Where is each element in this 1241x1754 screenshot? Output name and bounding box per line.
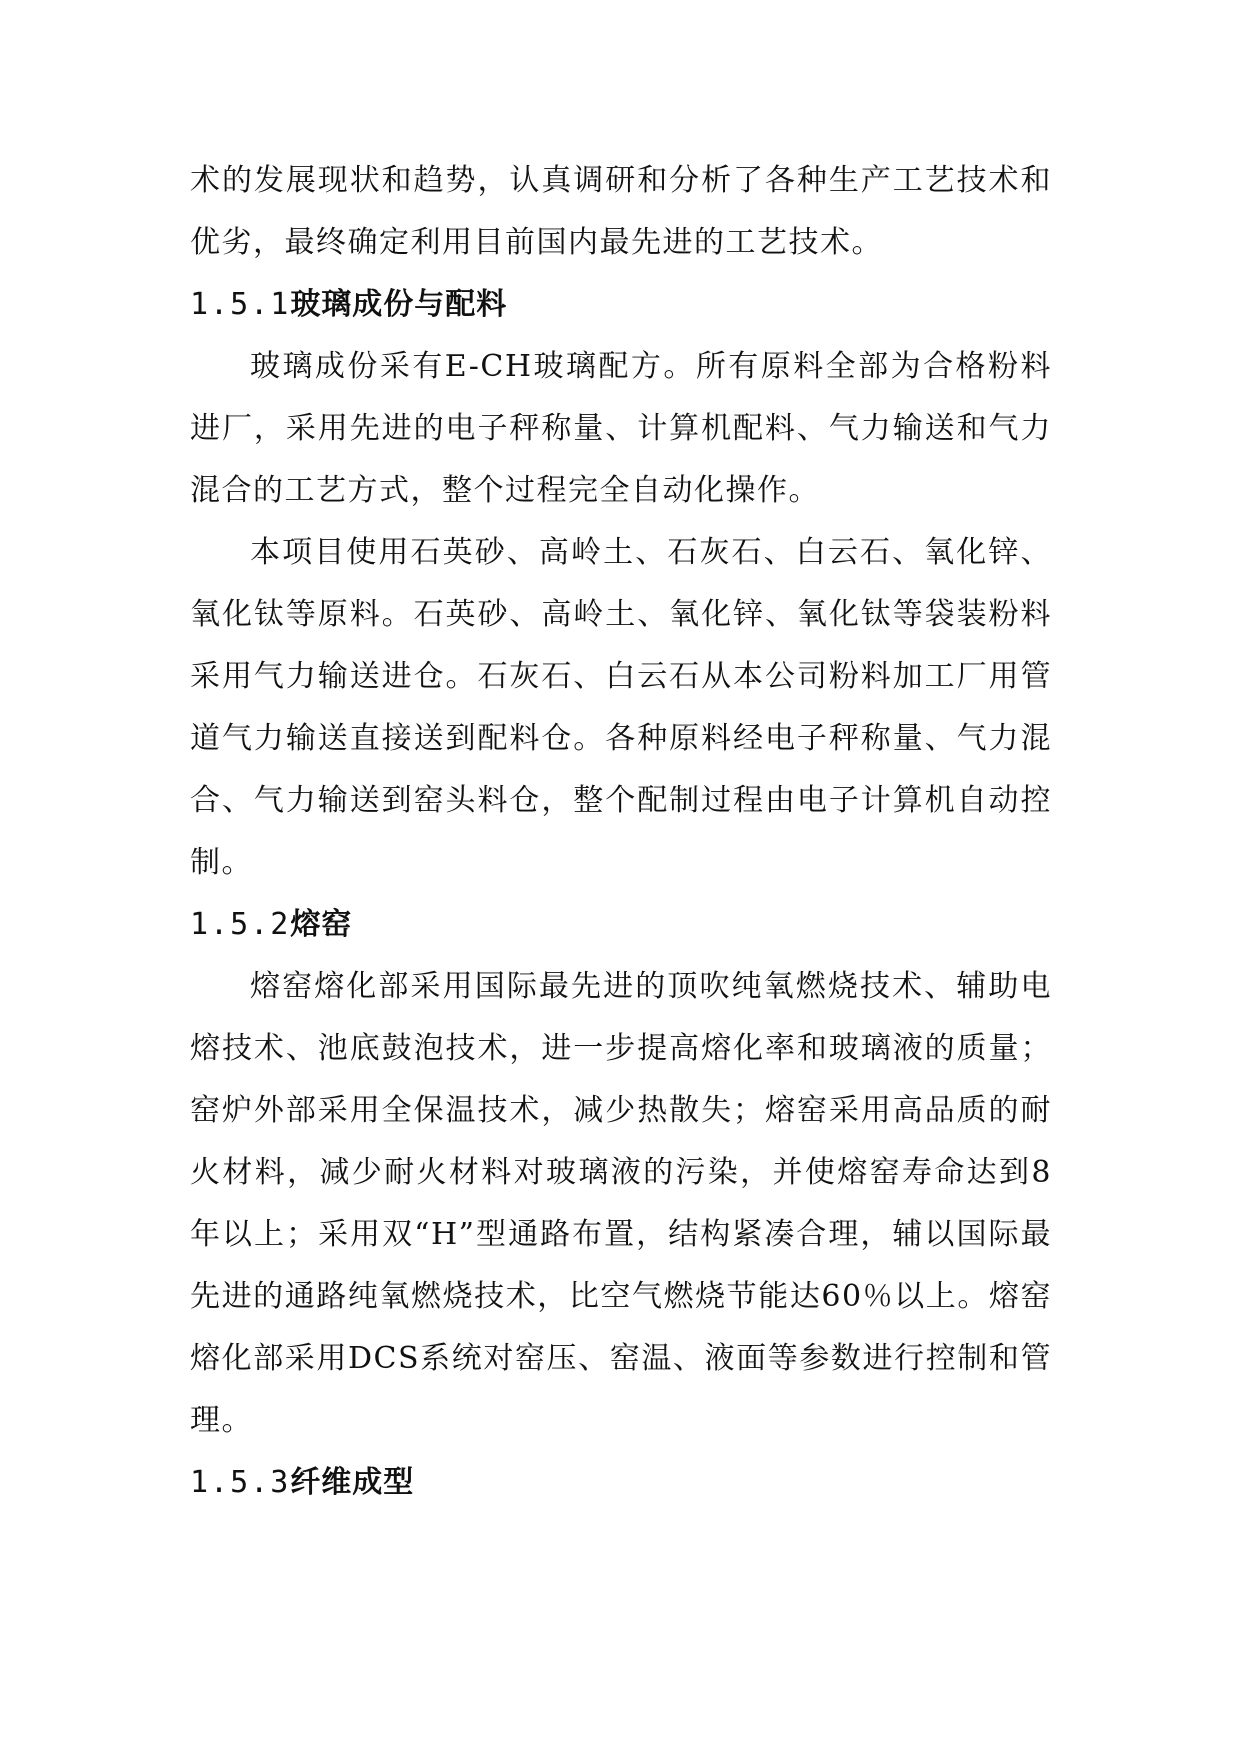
paragraph-raw-materials: 本项目使用石英砂、高岭土、石灰石、白云石、氧化锌、氧化钛等原料。石英砂、高岭土、氧化锌、氧化钛等袋装粉料采用气力输送进仓。石灰石、白云石从本公司粉料加工厂用管道气力输送直接送到配料仓。各种原料经电子秤称量、气力混合、气力输送到窑头料仓，整个配制过程由电子计算机自动控制。 xyxy=(190,535,1052,880)
paragraph-furnace: 熔窑熔化部采用国际最先进的顶吹纯氧燃烧技术、辅助电熔技术、池底鼓泡技术，进一步提高熔化率和玻璃液的质量；窑炉外部采用全保温技术，减少热散失；熔窑采用高品质的耐火材料，减少耐火材料对玻璃液的污染，并使熔窑寿命达到8年以上；采用双“H”型通路布置，结构紧凑合理，辅以国际最先进的通路纯氧燃烧技术，比空气燃烧节能达60％以上。熔窑熔化部采用DCS系统对窑压、窑温、液面等参数进行控制和管理。 xyxy=(190,969,1052,1438)
section-heading-1-5-2 xyxy=(190,894,1052,956)
section-heading-1-5-1 xyxy=(190,274,1052,336)
document-body xyxy=(190,150,1052,1514)
section-title: 熔窑 xyxy=(290,907,353,942)
paragraph-continuation: 术的发展现状和趋势，认真调研和分析了各种生产工艺技术和优劣，最终确定利用目前国内最先进的工艺技术。 xyxy=(190,163,1052,260)
section-title: 玻璃成份与配料 xyxy=(290,287,508,322)
section-number: 1.5.3 xyxy=(190,1465,291,1500)
section-number: 1.5.2 xyxy=(190,907,291,942)
section-number: 1.5.1 xyxy=(190,287,291,322)
section-heading-1-5-3 xyxy=(190,1452,1052,1514)
section-title: 纤维成型 xyxy=(290,1465,415,1500)
paragraph-glass-composition: 玻璃成份采有E-CH玻璃配方。所有原料全部为合格粉料进厂，采用先进的电子秤称量、计算机配料、气力输送和气力混合的工艺方式，整个过程完全自动化操作。 xyxy=(190,349,1052,508)
